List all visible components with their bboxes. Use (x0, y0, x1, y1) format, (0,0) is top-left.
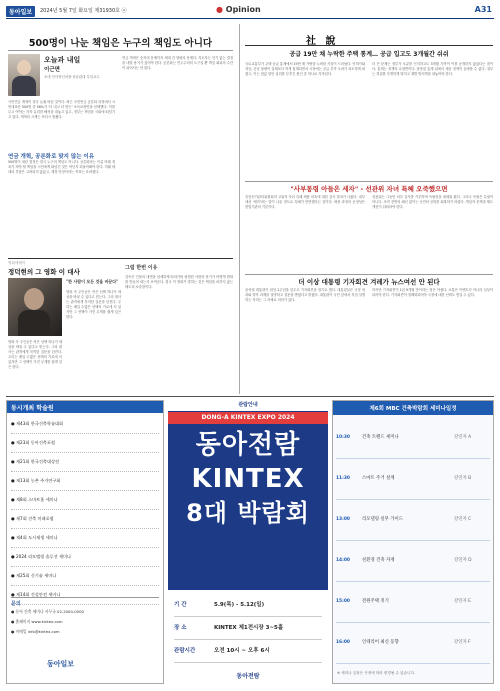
column-body-2: 500명이 내린 결정은 결국 누구의 책임도 아니다. 공론화라는 이름 아래 정치가 져야 할 책임을 시민에게 떠넘긴 것은 아닌지 되돌아봐야 한다. 미래 세대의 부담은 고려되지 않았고, 재정 안정이라는 목표는 흐려졌다. (8, 160, 115, 174)
seminar-list-item: ● 제8회 스마트홈 세미나 (11, 491, 159, 510)
kintex-line-3: 8대 박람회 (186, 499, 310, 527)
newspaper-logo[interactable]: 동아일보 (6, 6, 35, 17)
column-body-1: 국민연금 개혁이 결국 늦춰 버린 것이다. 최근 국민연금 공론화 과정에서 시민대표단 500명 중 56%가 '더 내고 더 받는' 소득보장안을 선택했다. 이를 두고 여야는 각자 유리한 해석을 내놓고 있고, 정부는 책임을 국회에 떠넘기고 있다. 개혁의 시계는 또다시 멈췄다. (8, 100, 115, 119)
editorial-3-body-b: 하지만 기자회견이 1년 9개월 만이라는 점은 아쉽다. 소통은 이벤트가 아니라 일상이 되어야 한다. 기자회견이 정례화되어야 국정에 대한 신뢰도 쌓일 수 있다. (372, 288, 493, 297)
mbc-schedule-row (336, 500, 490, 541)
mbc-schedule-time: 11:30 (336, 476, 350, 481)
editorial-2-body-a: 중앙선거관리위원회의 고위직 자녀 특혜 채용 의혹에 대한 감사 결과가 나왔다. 내부에서 '세자'라는 말이 나올 정도로 특혜가 만연했다는 것이다. 채용 과정의 공정성은 헌법기관의 기본이다. (245, 195, 365, 209)
seminar-list-item: ● 제13회 농촌 주거연구회 (11, 472, 159, 491)
headline-rule (8, 50, 233, 51)
column-headline: 500명이 나눈 책임은 누구의 책임도 아니다 (28, 38, 213, 49)
mbc-schedule-row (336, 418, 490, 459)
editorial-2-body-b: 선관위는 그동안 외부 감사를 거부하며 독립성을 내세워 왔다. 그러나 독립은 특권이 아니다. 조직 전반의 쇄신 없이는 국민의 신뢰를 회복하기 어렵다. 책임자 문책과 제도 개선이 뒤따라야 한다. (372, 195, 493, 209)
editorial-1-body-b: 더 큰 문제는 정부가 오류를 인지하고도 3개월 가까이 이를 공개하지 않았다는 점이다. 통계는 정책의 나침반이다. 잘못된 통계 위에서 세운 정책이 올바를 수 없다. 정부는 경위를 투명하게 밝히고 재발 방지책을 내놓아야 한다. (372, 62, 493, 76)
mbc-schedule-speaker: 강연자 B (454, 476, 472, 481)
contact-line-2[interactable]: ● 홈페이지 www.kintex.com (11, 619, 63, 624)
editorial-rule (245, 45, 493, 46)
movie-quote: "한 사람이 모든 것을 바꾼다" (66, 279, 119, 284)
author-name: 이근면 (44, 67, 60, 73)
seminar-list-item: ● 제23회 동아건축포럼 (11, 434, 159, 453)
mbc-schedule-speaker: 강연자 A (454, 435, 472, 440)
mbc-schedule-row (336, 541, 490, 582)
mbc-schedule-speaker: 강연자 E (454, 599, 471, 604)
editorial-divider-1 (245, 181, 493, 182)
mbc-schedule-title: 인테리어 최신 동향 (362, 640, 399, 645)
author-role: 초대 인사혁신처장·성균관대 특임교수 (44, 75, 100, 79)
editorial-label: 社 說 (306, 36, 339, 47)
movie-body-2: 감독은 인물의 내면을 섬세하게 따라가며 평범한 사람의 용기가 어떻게 변화를 만들어 내는지 보여준다. 결국 이 영화가 말하는 것은 책임을 피하지 않는 태도의 소중함이다. (125, 275, 233, 289)
mbc-schedule-title: 전원주택 짓기 (362, 599, 389, 604)
seminar-list-ad[interactable] (6, 400, 164, 684)
mbc-schedule-time: 10:30 (336, 435, 350, 440)
kintex-info-key: 관람시간 (174, 648, 196, 654)
kintex-banner: DONG-A KINTEX EXPO 2024 (168, 412, 328, 424)
issue-date: 2024년 5월 7일 화요일 제31930호 ⓐ (40, 8, 127, 14)
author-photo (8, 54, 40, 96)
ad-section-rule (6, 396, 494, 397)
movie-section-rule (8, 258, 233, 259)
section-title: ● Opinion (216, 5, 261, 14)
mbc-schedule-title: 리모델링 실무 가이드 (362, 517, 403, 522)
seminar-list-item: ● 2024 리모델링 솔루션 세미나 (11, 548, 159, 567)
column-divider (239, 24, 240, 394)
contact-line-3[interactable]: ● 이메일 info@kintex.com (11, 629, 60, 634)
mbc-schedule-time: 15:00 (336, 599, 350, 604)
seminar-list-item: ● 제21회 한국건축대상전 (11, 453, 159, 472)
seminar-list (7, 413, 163, 607)
editorial-3-body-a: 윤석열 대통령이 취임 2주년을 앞두고 기자회견을 열기로 했다. 대통령실은 국정 성과와 향후 과제를 설명하고 질문을 받겠다고 밝혔다. 대통령이 국민 앞에서 직접 설명하는 자리는 그 자체로 의미가 있다. (245, 288, 365, 302)
kintex-line-1: 동아전람 (195, 430, 301, 460)
movie-body-1: 영화 속 주인공은 작은 선택 하나가 세상을 바꿀 수 있다고 믿는다. 그의 대사는 관객에게 묵직한 질문을 던진다. 우리는 매일 수많은 선택의 기로에 서 있지만 그 선택이 가진 무게를 쉽게 잊곤 한다. (66, 290, 121, 319)
mbc-schedule-title: 건축 트렌드 세미나 (362, 435, 399, 440)
movie-subtitle: 그럼 한번 이유 (125, 265, 158, 271)
editorial-2-title: "사부통령 아들은 세자" - 선관위 자녀 특혜 오죽했으면 (290, 185, 448, 193)
column-subhead: 연금 개혁, 공론화로 맞지 않는 이유 (8, 154, 95, 160)
contact-header: 문의 (11, 601, 21, 607)
editorial-divider-2 (245, 274, 493, 275)
kintex-info-value: KINTEX 제1전시장 3~5홀 (214, 625, 284, 631)
sponsor-logo: 동아일보 (47, 660, 75, 668)
movie-column-title: 정덕현의 그 영화 이 대사 (8, 268, 80, 276)
author-column-label: 오늘과 내일 (44, 56, 81, 64)
seminar-list-item: ● 제4회 도시재생 세미나 (11, 529, 159, 548)
editorial-3-title: 더 이상 대통령 기자회견 겨레가 뉴스여선 안 된다 (298, 278, 440, 286)
kintex-expo-ad[interactable] (168, 400, 328, 684)
movie-section-label: 영화에세이 (8, 261, 26, 265)
seminar-list-item: ● 제43회 한국건축학술대회 (11, 415, 159, 434)
opinion-dot-icon: ● (216, 5, 223, 14)
mbc-schedule-title: 친환경 건축 자재 (362, 558, 395, 563)
kintex-info-box (168, 590, 328, 670)
mbc-schedule-time: 16:00 (336, 640, 350, 645)
movie-still-photo (8, 278, 62, 336)
mbc-schedule-speaker: 강연자 C (454, 517, 472, 522)
kintex-info-value: 5.9(목) - 5.12(일) (214, 602, 265, 608)
page-number: A31 (474, 5, 492, 14)
contact-line-1: ● 동아 건축 세미나 사무국 02-2000-0000 (11, 609, 84, 614)
mbc-schedule-title: 스마트 주거 설계 (362, 476, 395, 481)
mbc-seminar-header: 제6회 MBC 건축박람회 세미나일정 (333, 401, 493, 415)
seminar-list-header: 동시개최 학술원 (7, 401, 163, 413)
mbc-schedule-time: 13:00 (336, 517, 350, 522)
mbc-schedule (333, 415, 493, 667)
mbc-schedule-time: 14:00 (336, 558, 350, 563)
mbc-schedule-speaker: 강연자 D (454, 558, 472, 563)
kintex-line-2: KINTEX (191, 464, 305, 494)
mbc-schedule-speaker: 강연자 F (454, 640, 471, 645)
kintex-info-row (174, 640, 322, 663)
mbc-note: ※ 세미나 일정은 사정에 따라 변경될 수 있습니다. (337, 671, 416, 675)
column-body-3: 연금 개혁은 숫자의 문제이자 세대 간 형평의 문제다. 지도자는 인기 없는 결정을 내릴 용기가 있어야 한다. 공론화는 민주주의의 도구일 뿐 책임 회피의 수단이 되어서는 안 된다. (122, 56, 233, 70)
kintex-info-row (174, 617, 322, 640)
movie-body-1b: 영화 속 주인공은 작은 선택 하나가 세상을 바꿀 수 있다고 믿는다. 그의 대사는 관객에게 묵직한 질문을 던진다. 우리는 매일 수많은 선택의 기로에 서 있지만 그 선택이 가진 무게를 쉽게 잊곤 한다. (8, 340, 62, 369)
mbc-schedule-row (336, 459, 490, 500)
seminar-list-item: ● 제7회 건축 미래포럼 (11, 510, 159, 529)
kintex-info-row (174, 594, 322, 617)
mbc-schedule-row (336, 582, 490, 623)
seminar-list-item: ● 제25회 신기술 세미나 (11, 567, 159, 586)
kintex-info-key: 장 소 (174, 625, 187, 631)
editorial-1-title: 공급 19만 채 누락한 주택 통계… 공급 입고도 3개월간 쉬쉬 (289, 51, 449, 58)
kintex-top-label: 관람안내 (168, 400, 328, 411)
mbc-seminar-ad[interactable] (332, 400, 494, 684)
kintex-footer: 동아전람 (168, 670, 328, 684)
kintex-info-value: 오전 10시 ~ 오후 6시 (214, 648, 270, 654)
seminar-list-item: ● 제14회 건설안전 세미나 (11, 586, 159, 605)
mbc-schedule-row (336, 623, 490, 664)
editorial-1-body-a: 국토교통부가 주택 공급 통계에서 19만 채 가량을 누락한 사실이 드러났다. 인허가와 착공, 준공 물량이 실제보다 적게 집계되면서 시장에는 공급 부족 우려가 과도하게 퍼졌고, 이는 집값 불안 심리를 부추긴 원인 중 하나로 지목된다. (245, 62, 365, 76)
kintex-info-key: 기 간 (174, 602, 187, 608)
